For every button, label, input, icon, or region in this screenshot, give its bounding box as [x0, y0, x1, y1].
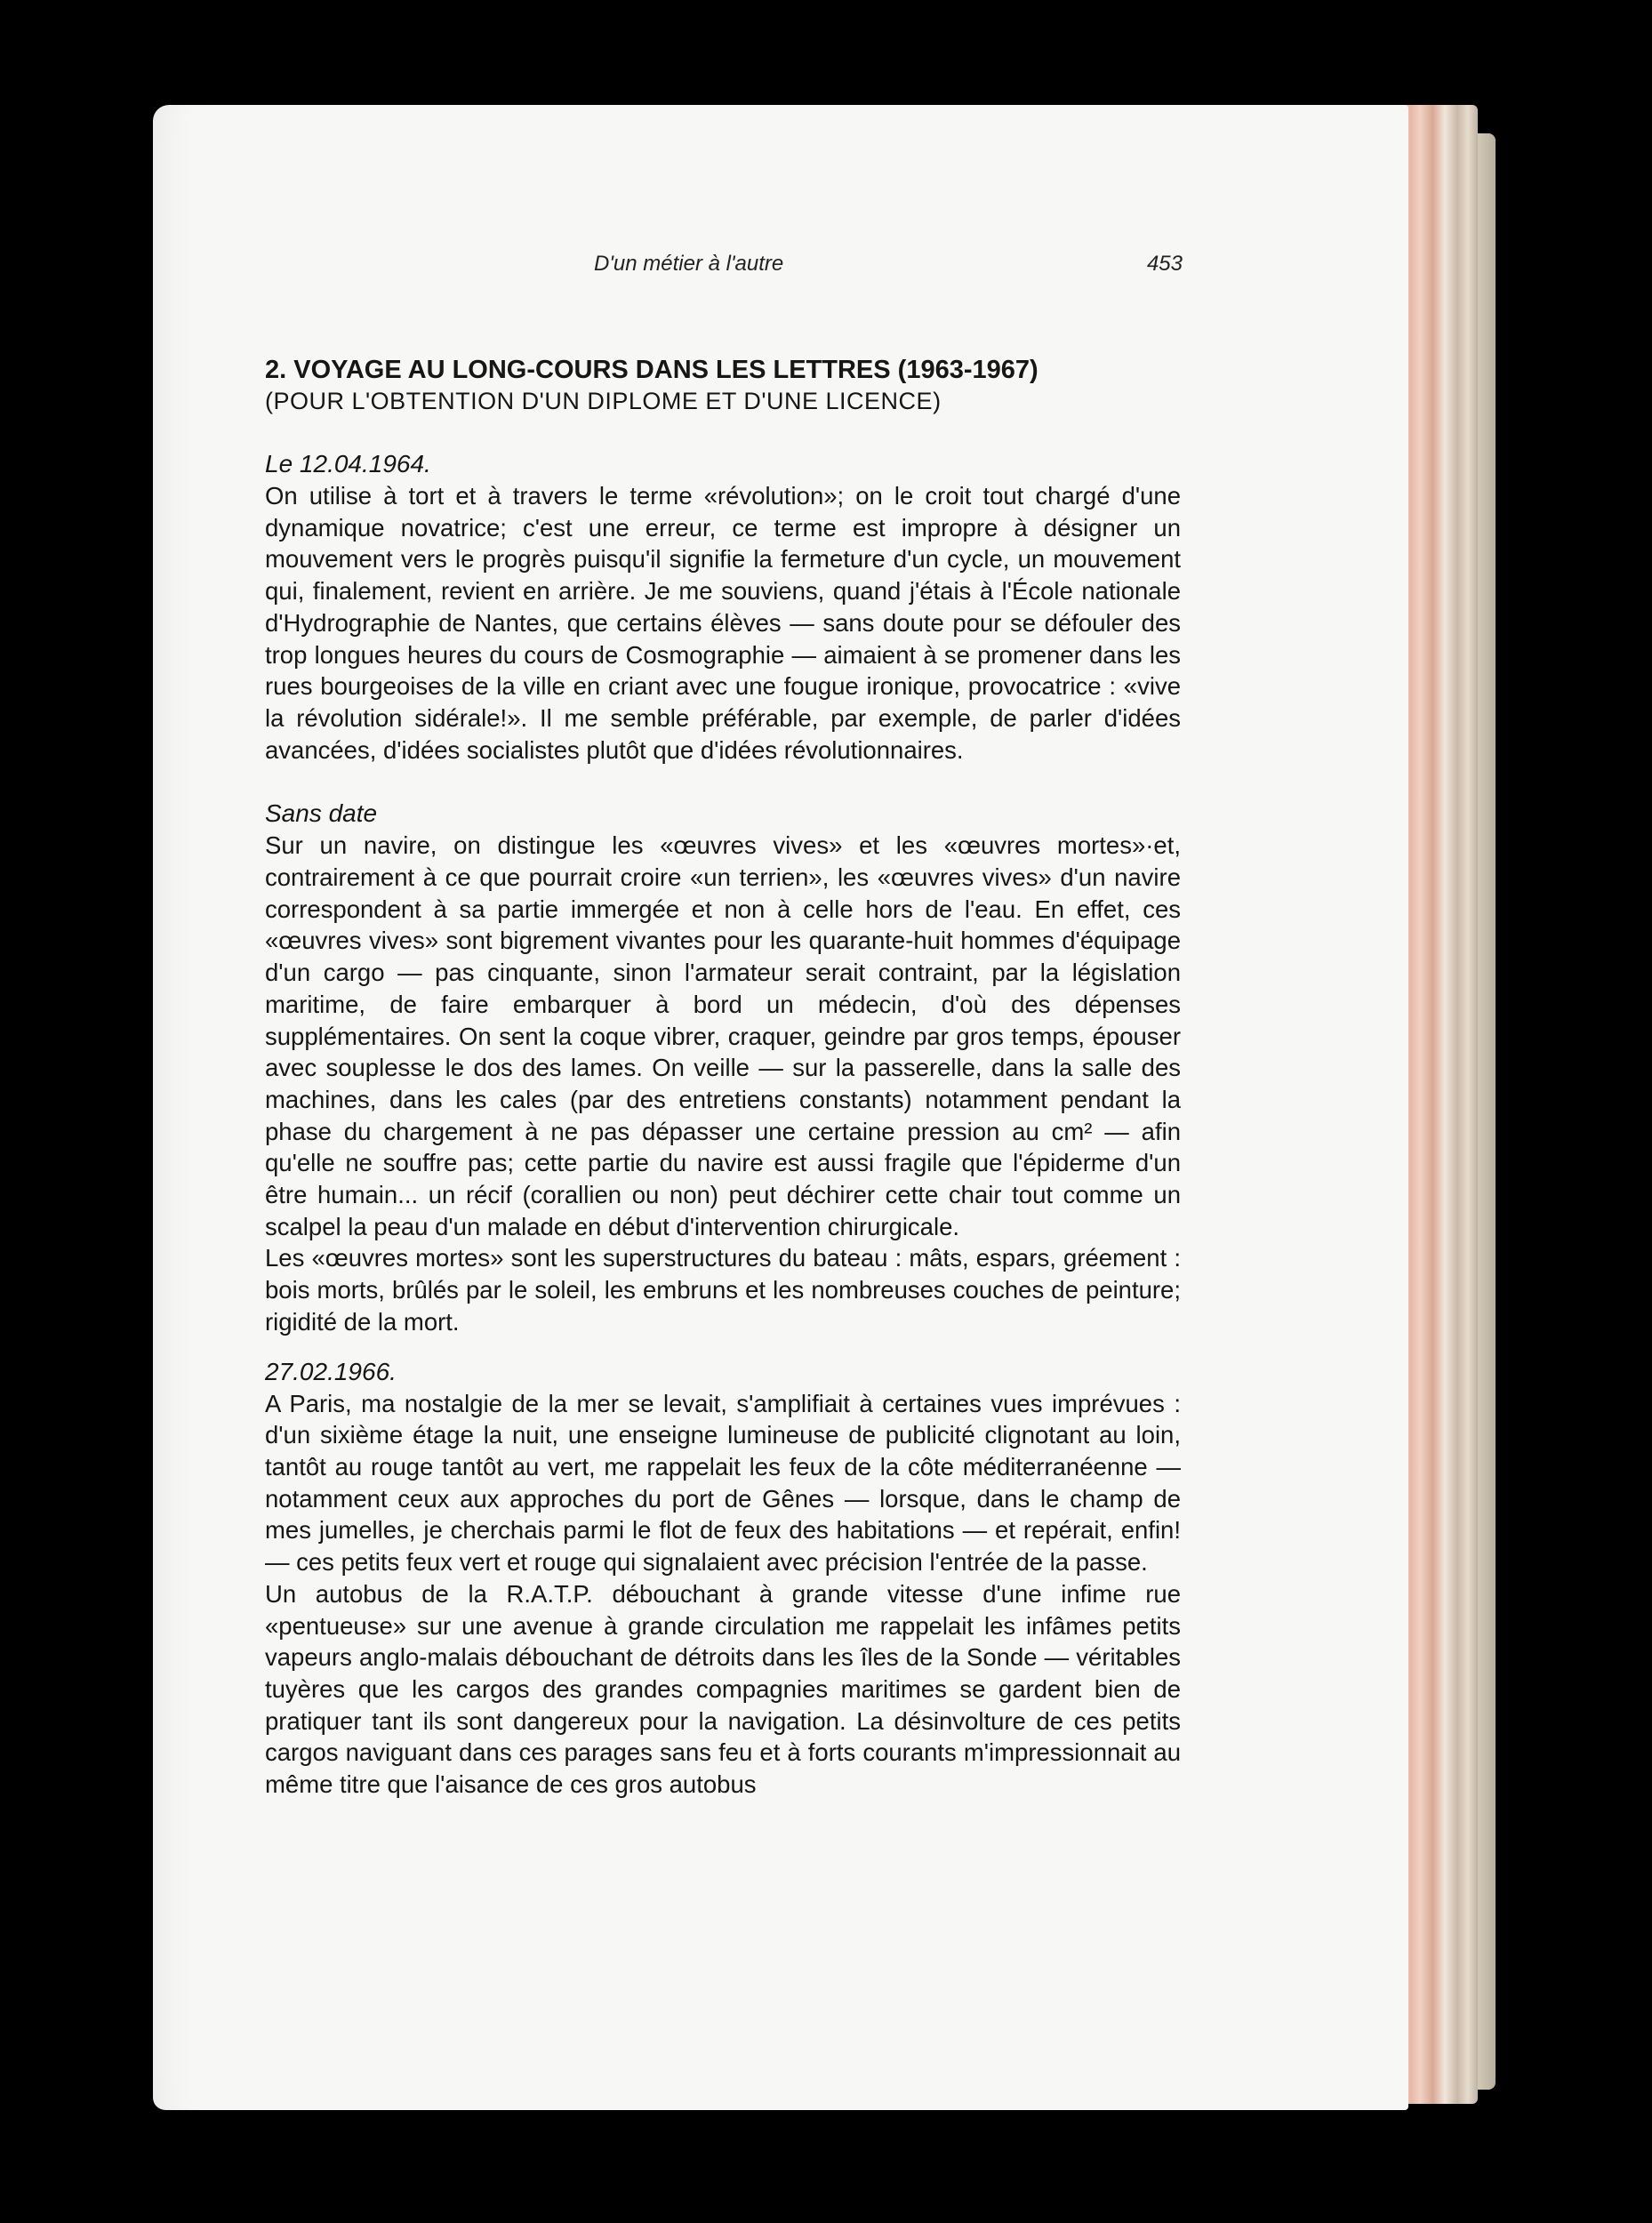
page-number: 453: [1146, 252, 1183, 276]
body-paragraph: A Paris, ma nostalgie de la mer se levait, s'amplifiait à certaines vues imprévues : d'un sixième étage la nuit, une enseigne lumineuse de publicité clignotant au loin, tantôt au rouge tantôt au vert, me rappelait les feux de la côte méditerranéenne — notamment ceux aux approches du port de Gênes — lorsque, dans le champ de mes jumelles, je cherchais parmi le flot de feux des habitations — et repérait, enfin! — ces petits feux vert et rouge qui signalaient avec précision l'entrée de la passe.: [265, 1389, 1181, 1577]
running-head-title: D'un métier à l'autre: [594, 252, 784, 276]
body-paragraph: Un autobus de la R.A.T.P. débouchant à grande vitesse d'une infime rue «pentueuse» sur une avenue à grande circulation me rappelait les infâmes petits vapeurs anglo-malais débouchant de détroits dans les îles de la Sonde — véritables tuyères que les cargos des grandes compagnies maritimes se gardent bien de pratiquer tant ils sont dangereux pour la navigation. La désinvolture de ces petits cargos naviguant dans ces parages sans feu et à forts courants m'impressionnait au même titre que l'aisance de ces gros autobus: [265, 1579, 1181, 1799]
body-paragraph: On utilise à tort et à travers le terme «révolution»; on le croit tout chargé d'une dynamique novatrice; c'est une erreur, ce terme est impropre à désigner un mouvement vers le progrès puisqu'il signifie la fermeture d'un cycle, un mouvement qui, finalement, revient en arrière. Je me souviens, quand j'étais à l'École nationale d'Hydrographie de Nantes, que certains élèves — sans doute pour se défouler des trop longues heures du cours de Cosmographie — aimaient à se promener dans les rues bourgeoises de la ville en criant avec une fougue ironique, provocatrice : «vive la révolution sidérale!». Il me semble préférable, par exemple, de parler d'idées avancées, d'idées socialistes plutôt que d'idées révolutionnaires.: [265, 482, 1181, 764]
body-paragraph: Les «œuvres mortes» sont les superstructures du bateau : mâts, espars, gréement : bois morts, brûlés par le soleil, les embruns et les nombreuses couches de peinture; rigidité de la mort.: [265, 1244, 1181, 1336]
entry-date: 27.02.1966.: [265, 1357, 397, 1385]
body-paragraph: Sur un navire, on distingue les «œuvres vives» et les «œuvres mortes»·et, contrairement à ce que pourrait croire «un terrien», les «œuvres vives» d'un navire correspondent à sa partie immergée et non à celle hors de l'eau. En effet, ces «œuvres vives» sont bigrement vivantes pour les quarante-huit hommes d'équipage d'un cargo — pas cinquante, sinon l'armateur serait contraint, par la législation maritime, de faire embarquer à bord un médecin, d'où des dépenses supplémentaires. On sent la coque vibrer, craquer, geindre par gros temps, épouser avec souplesse le dos des lames. On veille — sur la passerelle, dans la salle des machines, dans les cales (par des entretiens constants) notamment pendant la phase du chargement à ne pas dépasser une certaine pression au cm² — afin qu'elle ne souffre pas; cette partie du navire est aussi fragile que l'épiderme d'un être humain... un récif (corallien ou non) peut déchirer cette chair tout comme un scalpel la peau d'un malade en début d'intervention chirurgicale.: [265, 831, 1181, 1240]
chapter-subtitle: (POUR L'OBTENTION D'UN DIPLOME ET D'UNE LICENCE): [265, 388, 942, 414]
chapter-title: 2. VOYAGE AU LONG-COURS DANS LES LETTRES (1963-1967): [265, 356, 1039, 384]
spacer: [265, 766, 1181, 798]
page-body: [265, 354, 1181, 1801]
entry-date: Le 12.04.1964.: [265, 450, 431, 478]
entry-date: Sans date: [265, 799, 378, 828]
spacer: [265, 1338, 1181, 1356]
